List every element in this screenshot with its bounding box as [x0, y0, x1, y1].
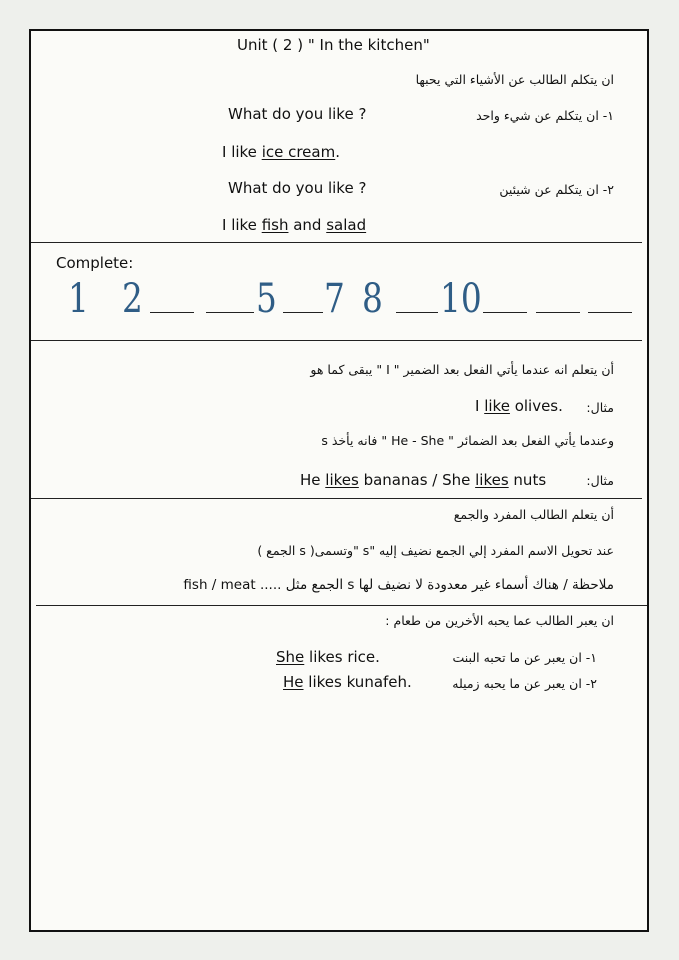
section4-item-2: ٢- ان يعبر عن ما يحبه زميله: [452, 676, 597, 691]
blank-13: [588, 312, 632, 313]
blank-11: [483, 312, 527, 313]
number-1: 1: [68, 276, 89, 322]
number-2: 2: [122, 276, 143, 322]
divider-1: [31, 242, 642, 243]
blank-9: [396, 312, 438, 313]
blank-12: [536, 312, 580, 313]
blank-4: [206, 312, 254, 313]
page-title: Unit ( 2 ) " In the kitchen": [237, 36, 430, 54]
divider-2: [31, 340, 642, 341]
sentence-he-pronoun: He: [283, 673, 304, 691]
divider-4: [36, 605, 647, 606]
number-8: 8: [362, 276, 383, 322]
uncountable-note: ملاحظة / هناك أسماء غير معدودة لا نضيف لها s الجمع مثل ..... fish / meat: [183, 577, 614, 593]
blank-3: [150, 312, 194, 313]
example-1-object: olives.: [509, 397, 563, 415]
section1-item-2: ٢- ان يتكلم عن شيئين: [499, 182, 614, 197]
example-2-verb-2: likes: [475, 471, 509, 489]
answer-1-period: .: [335, 143, 340, 161]
answer-1-prefix: I like: [222, 143, 262, 161]
answer-2-prefix: I like: [222, 216, 262, 234]
example-1-verb: like: [484, 397, 510, 415]
example-2-part-1: He: [300, 471, 326, 489]
number-10: 10: [440, 276, 482, 322]
blank-6: [283, 312, 323, 313]
section4-item-1: ١- ان يعبر عن ما تحبه البنت: [452, 650, 597, 665]
answer-2: [222, 216, 366, 234]
rule-pronoun-he-she: وعندما يأتي الفعل بعد الضمائر " He - She " فانه يأخذ s: [321, 433, 614, 448]
example-1-pronoun: I: [475, 397, 485, 415]
question-1: What do you like ?: [228, 105, 367, 123]
complete-label: Complete:: [56, 254, 134, 272]
answer-2-and: and: [288, 216, 327, 234]
section1-intro: ان يتكلم الطالب عن الأشياء التي يحبها: [415, 72, 614, 87]
example-2-part-3: nuts: [508, 471, 547, 489]
answer-2-food-2: salad: [326, 216, 367, 234]
likes-others-intro: ان يعبر الطالب عما يحبه الأخرين من طعام :: [385, 613, 614, 628]
example-1-label: مثال:: [586, 400, 614, 415]
sentence-he: [283, 673, 412, 691]
singular-plural-intro: أن يتعلم الطالب المفرد والجمع: [453, 507, 614, 522]
divider-3: [31, 498, 642, 499]
example-2-label: مثال:: [586, 473, 614, 488]
answer-1-food: ice cream: [261, 143, 336, 161]
answer-2-food-1: fish: [261, 216, 289, 234]
example-2-verb-1: likes: [325, 471, 359, 489]
rule-pronoun-i: أن يتعلم انه عندما يأتي الفعل بعد الضمير " I " يبقى كما هو: [310, 362, 614, 377]
example-1: [475, 397, 563, 415]
sentence-she: [276, 648, 380, 666]
question-2: What do you like ?: [228, 179, 367, 197]
example-2: [300, 471, 546, 489]
sentence-she-rest: likes rice.: [304, 648, 380, 666]
number-5: 5: [256, 276, 277, 322]
answer-1: [222, 143, 340, 161]
sentence-she-pronoun: She: [276, 648, 305, 666]
sentence-he-rest: likes kunafeh.: [303, 673, 412, 691]
number-7: 7: [324, 276, 345, 322]
example-2-part-2: bananas / She: [358, 471, 476, 489]
section1-item-1: ١- ان يتكلم عن شيء واحد: [476, 108, 614, 123]
plural-rule: عند تحويل الاسم المفرد إلي الجمع نضيف إليه "s "وتسمى( s الجمع ): [257, 543, 614, 558]
